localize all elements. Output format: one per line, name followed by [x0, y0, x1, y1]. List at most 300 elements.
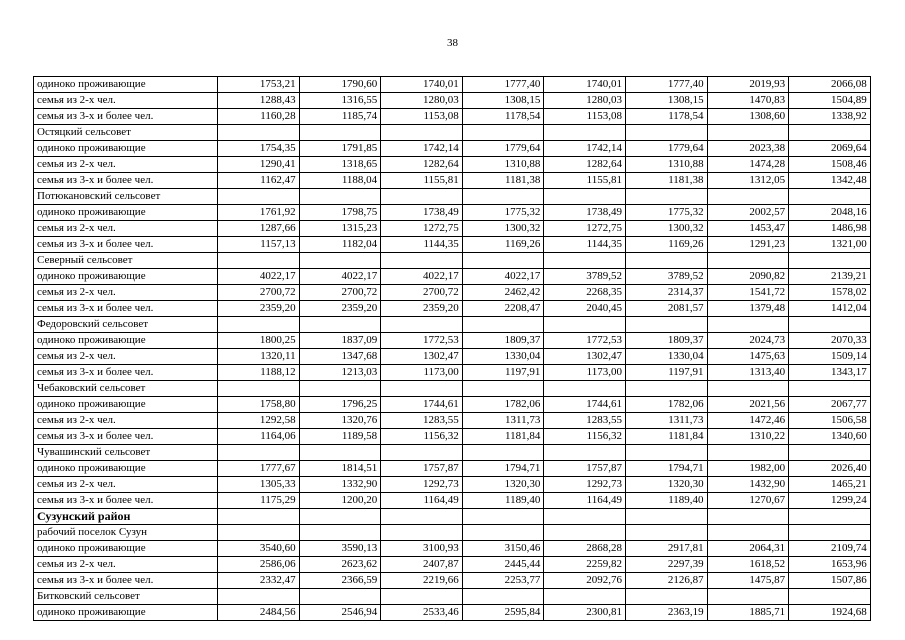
empty-cell [218, 253, 300, 269]
table-cell: 1794,71 [462, 461, 544, 477]
row-label: семья из 2-х чел. [34, 285, 218, 301]
table-cell: 1757,87 [381, 461, 463, 477]
row-label: одиноко проживающие [34, 77, 218, 93]
table-cell: 1302,47 [544, 349, 626, 365]
table-cell: 3100,93 [381, 541, 463, 557]
empty-cell [789, 589, 871, 605]
table-cell: 1744,61 [544, 397, 626, 413]
empty-cell [381, 589, 463, 605]
table-cell: 1779,64 [625, 141, 707, 157]
table-cell: 2002,57 [707, 205, 789, 221]
empty-cell [218, 589, 300, 605]
table-cell: 2126,87 [625, 573, 707, 589]
table-cell: 1164,49 [381, 493, 463, 509]
section-header-row [34, 381, 871, 397]
table-cell: 1318,65 [299, 157, 381, 173]
section-header-row [34, 125, 871, 141]
table-cell: 2067,77 [789, 397, 871, 413]
table-cell: 1292,58 [218, 413, 300, 429]
table-cell: 2219,66 [381, 573, 463, 589]
table-cell: 1310,88 [462, 157, 544, 173]
table-cell: 1153,08 [544, 109, 626, 125]
table-cell: 1809,37 [625, 333, 707, 349]
table-cell: 1160,28 [218, 109, 300, 125]
empty-cell [789, 125, 871, 141]
row-label: одиноко проживающие [34, 333, 218, 349]
table-cell: 1299,24 [789, 493, 871, 509]
table-cell: 1182,04 [299, 237, 381, 253]
table-cell: 1185,74 [299, 109, 381, 125]
table-cell: 2139,21 [789, 269, 871, 285]
table-cell: 2297,39 [625, 557, 707, 573]
table-row [34, 493, 871, 509]
table-cell: 2268,35 [544, 285, 626, 301]
row-label: семья из 3-х и более чел. [34, 573, 218, 589]
table-cell: 1761,92 [218, 205, 300, 221]
table-cell: 1188,04 [299, 173, 381, 189]
empty-cell [299, 525, 381, 541]
empty-cell [625, 381, 707, 397]
table-cell: 1742,14 [544, 141, 626, 157]
row-label: семья из 3-х и более чел. [34, 365, 218, 381]
table-cell: 2040,45 [544, 301, 626, 317]
empty-cell [462, 445, 544, 461]
table-cell: 1155,81 [544, 173, 626, 189]
table-row [34, 397, 871, 413]
empty-cell [544, 445, 626, 461]
table-cell: 1338,92 [789, 109, 871, 125]
table-cell: 1144,35 [381, 237, 463, 253]
section-header-row [34, 189, 871, 205]
table-cell: 1618,52 [707, 557, 789, 573]
empty-cell [299, 445, 381, 461]
empty-cell [381, 445, 463, 461]
table-cell: 1541,72 [707, 285, 789, 301]
row-label: семья из 3-х и более чел. [34, 109, 218, 125]
table-cell: 2533,46 [381, 605, 463, 621]
table-cell: 1283,55 [544, 413, 626, 429]
empty-cell [544, 125, 626, 141]
table-cell: 3540,60 [218, 541, 300, 557]
table-cell: 1197,91 [462, 365, 544, 381]
empty-cell [625, 589, 707, 605]
table-cell: 2363,19 [625, 605, 707, 621]
table-cell: 1178,54 [625, 109, 707, 125]
table-cell: 1181,84 [625, 429, 707, 445]
section-header-row [34, 589, 871, 605]
table-cell: 1332,90 [299, 477, 381, 493]
region-header-row [34, 509, 871, 525]
table-row [34, 269, 871, 285]
empty-cell [299, 589, 381, 605]
table-cell: 1470,83 [707, 93, 789, 109]
table-cell: 1475,63 [707, 349, 789, 365]
empty-cell [462, 125, 544, 141]
row-label: семья из 2-х чел. [34, 93, 218, 109]
table-cell: 1800,25 [218, 333, 300, 349]
empty-cell [299, 509, 381, 525]
table-cell: 2462,42 [462, 285, 544, 301]
empty-cell [544, 509, 626, 525]
row-label: одиноко проживающие [34, 141, 218, 157]
table-cell: 1308,60 [707, 109, 789, 125]
table-cell: 1772,53 [544, 333, 626, 349]
empty-cell [381, 381, 463, 397]
table-cell: 1292,73 [381, 477, 463, 493]
empty-cell [707, 445, 789, 461]
table-cell: 1744,61 [381, 397, 463, 413]
section-title: Чебаковский сельсовет [34, 381, 218, 397]
table-cell: 1153,08 [381, 109, 463, 125]
table-cell: 2359,20 [381, 301, 463, 317]
table-row [34, 285, 871, 301]
empty-cell [544, 189, 626, 205]
table-cell: 2359,20 [299, 301, 381, 317]
table-cell: 1311,73 [625, 413, 707, 429]
table-cell: 1742,14 [381, 141, 463, 157]
table-cell: 1837,09 [299, 333, 381, 349]
table-cell: 1814,51 [299, 461, 381, 477]
table-cell: 1504,89 [789, 93, 871, 109]
table-cell: 2064,31 [707, 541, 789, 557]
table-cell: 2208,47 [462, 301, 544, 317]
empty-cell [707, 317, 789, 333]
table-cell: 1169,26 [625, 237, 707, 253]
table-cell: 1272,75 [381, 221, 463, 237]
empty-cell [707, 381, 789, 397]
empty-cell [462, 589, 544, 605]
table-row [34, 413, 871, 429]
table-cell: 1777,40 [625, 77, 707, 93]
empty-cell [544, 589, 626, 605]
table-cell: 1169,26 [462, 237, 544, 253]
row-label: семья из 3-х и более чел. [34, 493, 218, 509]
empty-cell [218, 445, 300, 461]
empty-cell [381, 509, 463, 525]
table-cell: 1757,87 [544, 461, 626, 477]
row-label: одиноко проживающие [34, 269, 218, 285]
empty-cell [381, 317, 463, 333]
table-row [34, 605, 871, 621]
table-cell: 1779,64 [462, 141, 544, 157]
table-cell: 1288,43 [218, 93, 300, 109]
table-cell: 1155,81 [381, 173, 463, 189]
table-cell: 1320,11 [218, 349, 300, 365]
table-cell: 1310,88 [625, 157, 707, 173]
empty-cell [625, 125, 707, 141]
table-row [34, 237, 871, 253]
empty-cell [625, 253, 707, 269]
empty-cell [789, 381, 871, 397]
table-cell: 1740,01 [544, 77, 626, 93]
table-cell: 1315,23 [299, 221, 381, 237]
table-cell: 1775,32 [625, 205, 707, 221]
empty-cell [789, 445, 871, 461]
table-cell: 2066,08 [789, 77, 871, 93]
table-cell: 4022,17 [218, 269, 300, 285]
row-label: семья из 3-х и более чел. [34, 237, 218, 253]
table-cell: 1798,75 [299, 205, 381, 221]
table-cell: 1796,25 [299, 397, 381, 413]
table-cell: 1777,40 [462, 77, 544, 93]
table-cell: 2253,77 [462, 573, 544, 589]
empty-cell [789, 509, 871, 525]
table-cell: 1181,38 [462, 173, 544, 189]
table-cell: 1164,06 [218, 429, 300, 445]
table-cell: 1189,40 [625, 493, 707, 509]
empty-cell [462, 253, 544, 269]
table-cell: 2069,64 [789, 141, 871, 157]
empty-cell [299, 253, 381, 269]
table-cell: 1791,85 [299, 141, 381, 157]
table-cell: 1181,84 [462, 429, 544, 445]
table-cell: 1330,04 [462, 349, 544, 365]
table-cell: 1162,47 [218, 173, 300, 189]
table-cell: 1282,64 [381, 157, 463, 173]
table-cell: 2026,40 [789, 461, 871, 477]
empty-cell [789, 317, 871, 333]
table-cell: 1790,60 [299, 77, 381, 93]
table-row [34, 557, 871, 573]
table-cell: 1738,49 [544, 205, 626, 221]
row-label: семья из 2-х чел. [34, 477, 218, 493]
region-title: Сузунский район [34, 509, 218, 525]
table-cell: 1343,17 [789, 365, 871, 381]
table-cell: 1772,53 [381, 333, 463, 349]
empty-cell [544, 317, 626, 333]
table-cell: 1300,32 [462, 221, 544, 237]
table-cell: 1287,66 [218, 221, 300, 237]
section-title: Остяцкий сельсовет [34, 125, 218, 141]
table-cell: 1213,03 [299, 365, 381, 381]
table-row [34, 141, 871, 157]
table-cell: 1330,04 [625, 349, 707, 365]
table-row [34, 221, 871, 237]
table-cell: 1475,87 [707, 573, 789, 589]
row-label: одиноко проживающие [34, 541, 218, 557]
table-row [34, 301, 871, 317]
table-cell: 1302,47 [381, 349, 463, 365]
table-cell: 2407,87 [381, 557, 463, 573]
empty-cell [381, 189, 463, 205]
table-cell: 1320,76 [299, 413, 381, 429]
table-cell: 1157,13 [218, 237, 300, 253]
table-cell: 2917,81 [625, 541, 707, 557]
section-title: рабочий поселок Сузун [34, 525, 218, 541]
table-cell: 1156,32 [381, 429, 463, 445]
table-cell: 1432,90 [707, 477, 789, 493]
table-cell: 1178,54 [462, 109, 544, 125]
table-cell: 1775,32 [462, 205, 544, 221]
table-cell: 1509,14 [789, 349, 871, 365]
table-cell: 1200,20 [299, 493, 381, 509]
table-cell: 1270,67 [707, 493, 789, 509]
table-cell: 1300,32 [625, 221, 707, 237]
table-cell: 1320,30 [625, 477, 707, 493]
table-cell: 2623,62 [299, 557, 381, 573]
table-cell: 4022,17 [462, 269, 544, 285]
section-title: Северный сельсовет [34, 253, 218, 269]
empty-cell [789, 189, 871, 205]
table-cell: 1189,40 [462, 493, 544, 509]
empty-cell [625, 445, 707, 461]
table-cell: 2259,82 [544, 557, 626, 573]
table-cell: 2023,38 [707, 141, 789, 157]
table-row [34, 173, 871, 189]
empty-cell [544, 253, 626, 269]
table-cell: 1486,98 [789, 221, 871, 237]
section-title: Чувашинский сельсовет [34, 445, 218, 461]
table-cell: 2546,94 [299, 605, 381, 621]
section-header-row [34, 525, 871, 541]
table-cell: 2300,81 [544, 605, 626, 621]
table-cell: 1308,15 [625, 93, 707, 109]
table-cell: 1144,35 [544, 237, 626, 253]
empty-cell [707, 125, 789, 141]
empty-cell [381, 525, 463, 541]
table-cell: 1507,86 [789, 573, 871, 589]
section-title: Потюкановский сельсовет [34, 189, 218, 205]
table-row [34, 573, 871, 589]
table-cell: 3789,52 [544, 269, 626, 285]
table-cell: 1794,71 [625, 461, 707, 477]
table-row [34, 365, 871, 381]
row-label: одиноко проживающие [34, 205, 218, 221]
table-cell: 2586,06 [218, 557, 300, 573]
table-cell: 1173,00 [544, 365, 626, 381]
row-label: семья из 2-х чел. [34, 557, 218, 573]
table-cell: 1738,49 [381, 205, 463, 221]
table-cell: 1305,33 [218, 477, 300, 493]
empty-cell [462, 381, 544, 397]
empty-cell [462, 509, 544, 525]
table-cell: 1740,01 [381, 77, 463, 93]
empty-cell [218, 525, 300, 541]
table-cell: 2700,72 [299, 285, 381, 301]
table-cell: 1280,03 [381, 93, 463, 109]
empty-cell [625, 525, 707, 541]
empty-cell [789, 525, 871, 541]
empty-cell [707, 525, 789, 541]
table-cell: 1578,02 [789, 285, 871, 301]
table-cell: 1809,37 [462, 333, 544, 349]
empty-cell [299, 189, 381, 205]
empty-cell [462, 189, 544, 205]
table-cell: 1188,12 [218, 365, 300, 381]
empty-cell [218, 381, 300, 397]
empty-cell [707, 253, 789, 269]
table-cell: 1754,35 [218, 141, 300, 157]
table-row [34, 77, 871, 93]
empty-cell [299, 125, 381, 141]
table-cell: 3789,52 [625, 269, 707, 285]
table-cell: 2332,47 [218, 573, 300, 589]
table-cell: 1313,40 [707, 365, 789, 381]
table-cell: 2070,33 [789, 333, 871, 349]
row-label: семья из 2-х чел. [34, 349, 218, 365]
table-cell: 2595,84 [462, 605, 544, 621]
table-cell: 2090,82 [707, 269, 789, 285]
table-cell: 1472,46 [707, 413, 789, 429]
table-cell: 1340,60 [789, 429, 871, 445]
table-cell: 1272,75 [544, 221, 626, 237]
table-cell: 1465,21 [789, 477, 871, 493]
empty-cell [462, 525, 544, 541]
table-cell: 2700,72 [218, 285, 300, 301]
empty-cell [462, 317, 544, 333]
table-cell: 1197,91 [625, 365, 707, 381]
empty-cell [218, 509, 300, 525]
table-cell: 2359,20 [218, 301, 300, 317]
section-title: Федоровский сельсовет [34, 317, 218, 333]
row-label: семья из 2-х чел. [34, 221, 218, 237]
table-cell: 1782,06 [625, 397, 707, 413]
table-cell: 1782,06 [462, 397, 544, 413]
empty-cell [218, 317, 300, 333]
table-cell: 1474,28 [707, 157, 789, 173]
section-header-row [34, 445, 871, 461]
table-cell: 1342,48 [789, 173, 871, 189]
table-cell: 1379,48 [707, 301, 789, 317]
table-cell: 1316,55 [299, 93, 381, 109]
table-cell: 2048,16 [789, 205, 871, 221]
table-cell: 1282,64 [544, 157, 626, 173]
table-cell: 1924,68 [789, 605, 871, 621]
empty-cell [707, 189, 789, 205]
page-number: 38 [447, 37, 458, 49]
table-cell: 1321,00 [789, 237, 871, 253]
table-cell: 4022,17 [299, 269, 381, 285]
empty-cell [299, 381, 381, 397]
table-cell: 1280,03 [544, 93, 626, 109]
tariff-table-body [34, 77, 871, 621]
table-cell: 1312,05 [707, 173, 789, 189]
table-cell: 1310,22 [707, 429, 789, 445]
table-cell: 2366,59 [299, 573, 381, 589]
row-label: семья из 3-х и более чел. [34, 173, 218, 189]
empty-cell [544, 525, 626, 541]
table-row [34, 477, 871, 493]
row-label: семья из 2-х чел. [34, 157, 218, 173]
table-cell: 1164,49 [544, 493, 626, 509]
table-cell: 1175,29 [218, 493, 300, 509]
table-cell: 3590,13 [299, 541, 381, 557]
table-cell: 1311,73 [462, 413, 544, 429]
table-cell: 2024,73 [707, 333, 789, 349]
table-row [34, 93, 871, 109]
table-cell: 1156,32 [544, 429, 626, 445]
table-cell: 1173,00 [381, 365, 463, 381]
table-cell: 2092,76 [544, 573, 626, 589]
row-label: семья из 3-х и более чел. [34, 301, 218, 317]
table-cell: 2081,57 [625, 301, 707, 317]
table-cell: 1777,67 [218, 461, 300, 477]
table-cell: 3150,46 [462, 541, 544, 557]
table-cell: 1181,38 [625, 173, 707, 189]
empty-cell [544, 381, 626, 397]
empty-cell [625, 317, 707, 333]
table-row [34, 349, 871, 365]
table-row [34, 333, 871, 349]
table-cell: 1189,58 [299, 429, 381, 445]
empty-cell [625, 509, 707, 525]
table-cell: 1758,80 [218, 397, 300, 413]
empty-cell [789, 253, 871, 269]
table-cell: 1291,23 [707, 237, 789, 253]
empty-cell [218, 125, 300, 141]
empty-cell [707, 509, 789, 525]
table-cell: 1292,73 [544, 477, 626, 493]
